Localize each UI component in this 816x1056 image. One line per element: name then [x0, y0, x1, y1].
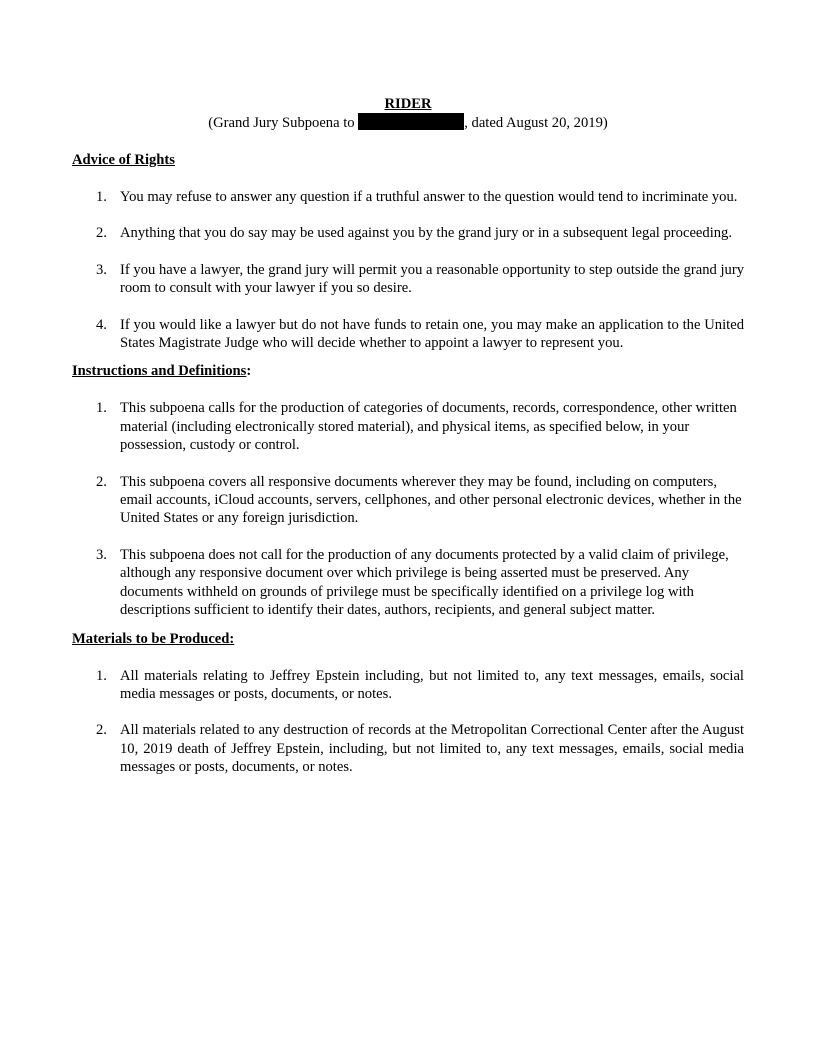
list-item — [72, 316, 744, 353]
advice-list — [72, 188, 744, 352]
document-page — [72, 95, 744, 777]
list-item-number: 3. — [96, 546, 107, 563]
list-item — [72, 546, 744, 620]
instructions-list — [72, 399, 744, 619]
list-item-text: This subpoena calls for the production of categories of documents, records, correspondence, other written material (including electronically stored material), and physical items, as specified below, in your possession, custody or control. — [120, 400, 737, 454]
list-item-number: 1. — [96, 400, 107, 417]
document-subtitle — [72, 113, 744, 132]
list-item-text: You may refuse to answer any question if a truthful answer to the question would tend to incriminate you. — [120, 189, 738, 205]
materials-heading: Materials to be Produced: — [72, 630, 235, 647]
list-item — [72, 721, 744, 776]
list-item — [72, 473, 744, 528]
list-item-number: 2. — [96, 473, 107, 490]
list-item-text: This subpoena does not call for the production of any documents protected by a valid claim of privilege, although any responsive document over which privilege is being asserted must be preserved. Any documents withheld on grounds of privilege must be specifically identified on a privilege log with descriptions sufficient to identify their dates, authors, recipients, and general subject matter. — [120, 546, 729, 619]
list-item-text: If you would like a lawyer but do not have funds to retain one, you may make an application to the United States Magistrate Judge who will decide whether to appoint a lawyer to represent you. — [120, 316, 744, 352]
list-item — [72, 667, 744, 704]
list-item-text: All materials related to any destruction of records at the Metropolitan Correctional Center after the August 10, 2019 death of Jeffrey Epstein, including, but not limited to, any text messages, emails, social media messages or posts, documents, or notes. — [120, 722, 744, 776]
list-item-text: If you have a lawyer, the grand jury will permit you a reasonable opportunity to step outside the grand jury room to consult with your lawyer if you so desire. — [120, 261, 744, 297]
redaction-block — [358, 113, 464, 130]
advice-heading: Advice of Rights — [72, 152, 175, 168]
list-item — [72, 188, 744, 206]
list-item-number: 1. — [96, 189, 107, 205]
list-item-number: 3. — [96, 261, 107, 278]
list-item-number: 2. — [96, 722, 107, 739]
list-item-number: 4. — [96, 316, 107, 333]
list-item-text: All materials relating to Jeffrey Epstein including, but not limited to, any text messages, emails, social media messages or posts, documents, or notes. — [120, 667, 744, 702]
list-item — [72, 224, 744, 242]
document-title: RIDER — [384, 96, 432, 112]
subtitle-prefix: (Grand Jury Subpoena to — [208, 115, 359, 131]
list-item — [72, 399, 744, 454]
subtitle-suffix: , dated August 20, 2019) — [464, 115, 608, 131]
materials-list — [72, 667, 744, 777]
list-item-number: 2. — [96, 225, 107, 242]
instructions-heading: Instructions and Definitions: — [72, 363, 252, 380]
list-item-text: Anything that you do say may be used against you by the grand jury or in a subsequent legal proceeding. — [120, 225, 732, 242]
list-item-text: This subpoena covers all responsive documents wherever they may be found, including on computers, email accounts, iCloud accounts, servers, cellphones, and other personal electronic devices, whether in the United States or any foreign jurisdiction. — [120, 473, 742, 527]
list-item — [72, 261, 744, 298]
list-item-number: 1. — [96, 667, 107, 684]
